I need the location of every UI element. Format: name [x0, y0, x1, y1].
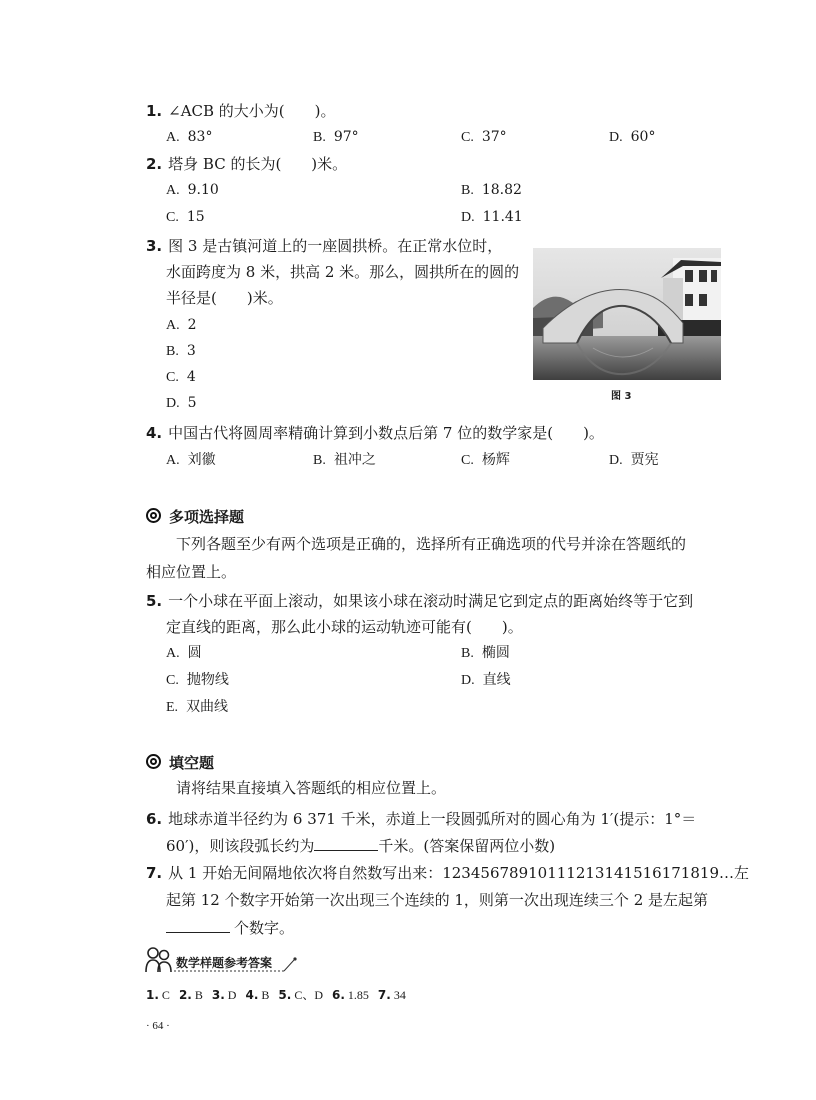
- question-3: [146, 235, 502, 257]
- question-text: ∠ACB 的大小为( )。: [168, 102, 336, 120]
- section-heading-fill: [146, 752, 214, 773]
- answers-title: 数学样题参考答案: [176, 956, 273, 970]
- option-d: D. 贾宪: [609, 452, 659, 468]
- question-number: 6.: [146, 810, 163, 828]
- option-b: B. 97°: [313, 129, 359, 145]
- question-text-line: 从 1 开始无间隔地依次将自然数写出来：12345678910111213141516171819…左: [168, 864, 749, 882]
- question-5: [146, 590, 693, 612]
- question-number: 7.: [146, 864, 163, 882]
- option-d: D. 11.41: [461, 209, 523, 225]
- question-text: 塔身 BC 的长为( )米。: [168, 155, 348, 173]
- option-a: A. 2: [166, 317, 197, 333]
- arch-bridge-photo: [533, 248, 721, 380]
- question-text-line: 起第 12 个数字开始第一次出现三个连续的 1，则第一次出现连续三个 2 是左起第: [166, 891, 709, 909]
- question-number: 5.: [146, 592, 163, 610]
- answers-line: 1. C 2. B 3. D 4. B 5. C、D 6. 1.85 7. 34: [146, 988, 406, 1002]
- question-text-line: 地球赤道半径约为 6 371 千米，赤道上一段圆弧所对的圆心角为 1′(提示：1°＝: [168, 810, 697, 828]
- option-a: A. 刘徽: [166, 452, 216, 468]
- question-number: 3.: [146, 237, 163, 255]
- option-b: B. 18.82: [461, 182, 522, 198]
- answer-blank[interactable]: [314, 834, 378, 851]
- option-b: B. 祖冲之: [313, 452, 376, 468]
- question-7: [146, 862, 749, 884]
- option-a: A. 9.10: [166, 182, 219, 198]
- option-c: C. 37°: [461, 129, 507, 145]
- question-2: [146, 153, 347, 175]
- question-text-line: 个数字。: [166, 916, 294, 939]
- option-d: D. 直线: [461, 672, 511, 688]
- question-text: 中国古代将圆周率精确计算到小数点后第 7 位的数学家是( )。: [168, 424, 604, 442]
- figure-caption: 图 3: [611, 391, 632, 402]
- question-text-line: 图 3 是古镇河道上的一座圆拱桥。在正常水位时，: [168, 237, 503, 255]
- option-c: C. 杨辉: [461, 452, 510, 468]
- section-title: 多项选择题: [169, 508, 245, 526]
- option-b: B. 3: [166, 343, 196, 359]
- question-text-line: 半径是( )米。: [166, 289, 283, 307]
- question-text-line: 60′)，则该段弧长约为 千米。(答案保留两位小数): [166, 834, 555, 857]
- section-intro: 下列各题至少有两个选项是正确的，选择所有正确选项的代号并涂在答题纸的: [176, 535, 687, 553]
- section-heading-multi: [146, 506, 244, 527]
- answer-blank[interactable]: [166, 916, 230, 933]
- question-1: [146, 100, 336, 122]
- dashed-underline: [144, 946, 314, 976]
- question-number: 1.: [146, 102, 163, 120]
- option-d: D. 5: [166, 395, 197, 411]
- question-6: [146, 808, 696, 830]
- option-b: B. 椭圆: [461, 645, 510, 661]
- option-c: C. 4: [166, 369, 196, 385]
- question-4: [146, 422, 604, 444]
- question-number: 2.: [146, 155, 163, 173]
- double-circle-icon: [146, 754, 161, 769]
- question-text-line: 一个小球在平面上滚动，如果该小球在滚动时满足它到定点的距离始终等于它到: [168, 592, 694, 610]
- section-intro: 相应位置上。: [146, 563, 237, 581]
- option-a: A. 83°: [166, 129, 213, 145]
- arch-bridge-illustration: [533, 248, 721, 380]
- option-d: D. 60°: [609, 129, 656, 145]
- page-number: · 64 ·: [146, 1020, 170, 1032]
- option-e: E. 双曲线: [166, 699, 229, 715]
- section-intro: 请将结果直接填入答题纸的相应位置上。: [176, 779, 447, 797]
- option-c: C. 15: [166, 209, 205, 225]
- question-number: 4.: [146, 424, 163, 442]
- answers-header: [144, 946, 314, 976]
- option-c: C. 抛物线: [166, 672, 229, 688]
- section-title: 填空题: [169, 754, 215, 772]
- question-text-line: 水面跨度为 8 米，拱高 2 米。那么，圆拱所在的圆的: [166, 263, 520, 281]
- question-text-line: 定直线的距离，那么此小球的运动轨迹可能有( )。: [166, 618, 523, 636]
- option-a: A. 圆: [166, 645, 202, 661]
- double-circle-icon: [146, 508, 161, 523]
